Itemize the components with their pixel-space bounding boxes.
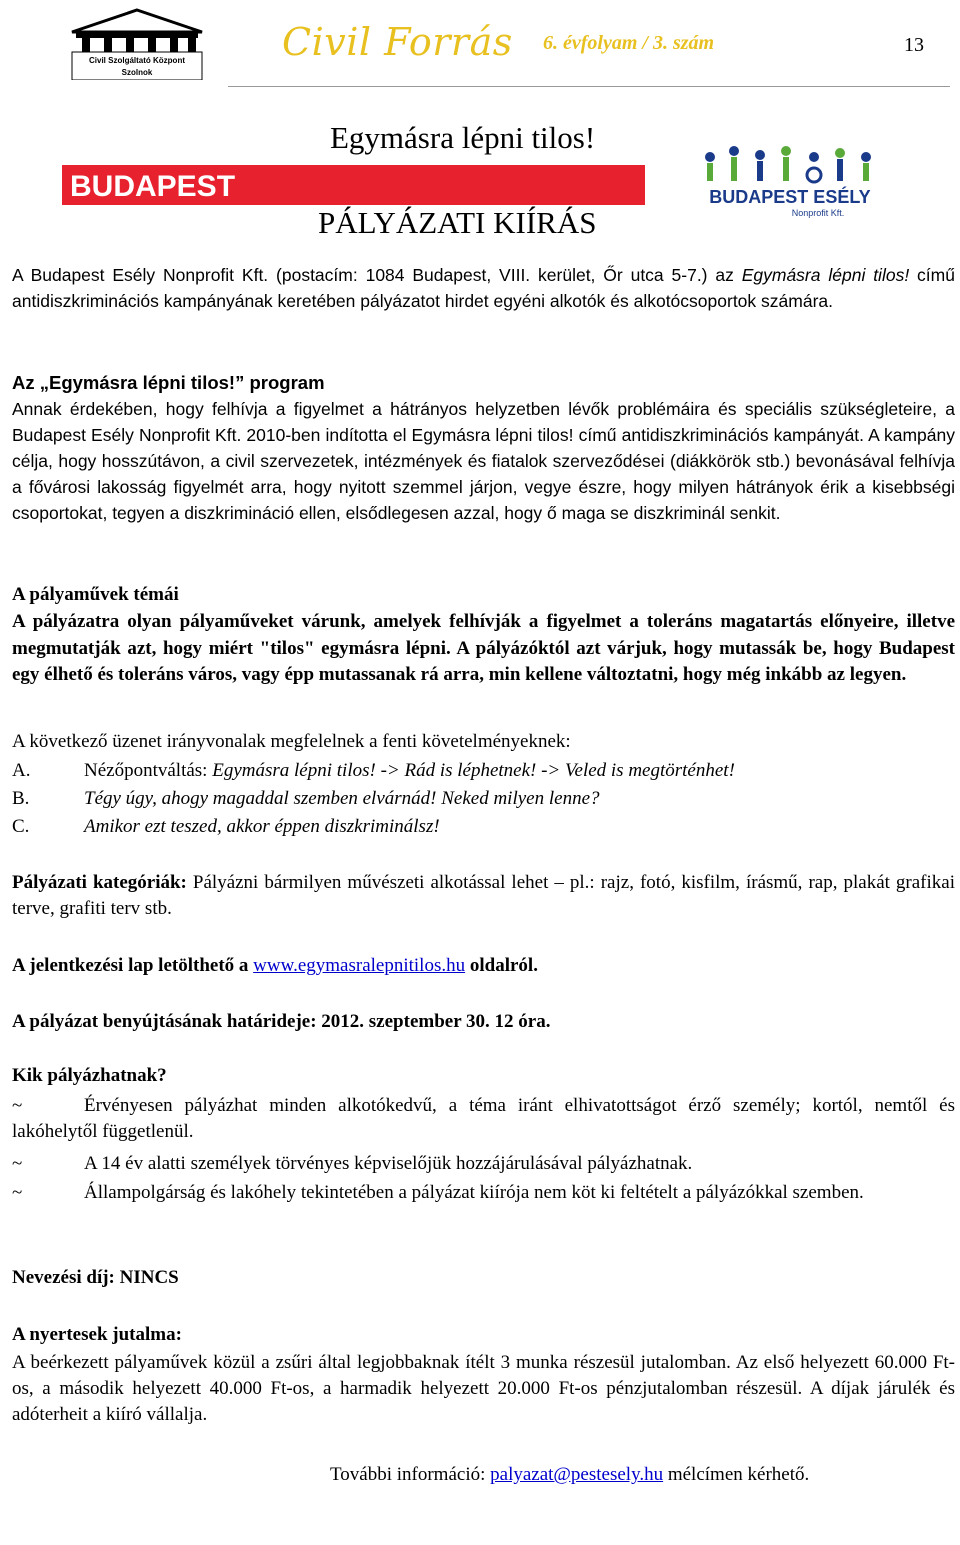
esely-logo-text: BUDAPEST ESÉLY bbox=[709, 187, 871, 207]
categories-label: Pályázati kategóriák: bbox=[12, 872, 187, 893]
eligibility-heading: Kik pályázhatnak? bbox=[12, 1065, 167, 1086]
header-divider bbox=[228, 86, 950, 87]
prize-heading: A nyertesek jutalma: bbox=[12, 1324, 182, 1345]
download-post: oldalról. bbox=[465, 955, 538, 976]
list-item-text: Amikor ezt teszed, akkor éppen diszkriminálsz! bbox=[84, 816, 440, 837]
intro-campaign: Egymásra lépni tilos! bbox=[741, 265, 910, 285]
categories-text: Pályázni bármilyen művészeti alkotással lehet – pl.: rajz, fotó, kisfilm, írásmű, rap, plakát grafikai terve, grafiti terv stb. bbox=[12, 872, 956, 919]
categories-paragraph bbox=[12, 870, 955, 922]
header-title: Civil Forrás bbox=[282, 20, 513, 64]
list-marker: A. bbox=[12, 760, 31, 781]
header-issue: 6. évfolyam / 3. szám bbox=[543, 32, 715, 54]
download-pre: A jelentkezési lap letölthető a bbox=[12, 955, 254, 976]
esely-logo-subtext: Nonprofit Kft. bbox=[791, 208, 845, 218]
budapest-logo bbox=[62, 165, 645, 205]
list-marker: C. bbox=[12, 816, 30, 837]
contact-pre: További információ: bbox=[330, 1464, 491, 1485]
logo-text-1: Civil Szolgáltató Központ bbox=[89, 56, 185, 65]
website-link[interactable]: www.egymasralepnitilos.hu bbox=[253, 955, 466, 976]
themes-guideline: A következő üzenet irányvonalak megfelelnek a fenti követelményeknek: bbox=[12, 731, 571, 752]
intro-pre: A Budapest Esély Nonprofit Kft. (postacím: 1084 Budapest, VIII. kerület, Őr utca 5-7.) az bbox=[12, 265, 742, 285]
list-item-text: Egymásra lépni tilos! -> Rád is léphetnek! -> Veled is megtörténhet! bbox=[212, 760, 735, 781]
list-item-lead: Nézőpontváltás: bbox=[84, 760, 213, 781]
program-heading: Az „Egymásra lépni tilos!” program bbox=[12, 372, 325, 393]
intro-paragraph bbox=[12, 262, 955, 314]
list-item-text: Tégy úgy, ahogy magaddal szemben elvárnád! Neked milyen lenne? bbox=[84, 788, 600, 809]
page-title: Egymásra lépni tilos! bbox=[330, 120, 596, 155]
intro-post: című antidiszkriminációs kampányának keretében pályázatot hirdet egyéni alkotók és alkotócsoportok számára. bbox=[12, 265, 955, 311]
page-subtitle: PÁLYÁZATI KIÍRÁS bbox=[318, 205, 597, 240]
list-marker: ~ bbox=[12, 1095, 23, 1116]
list-item-text: A 14 év alatti személyek törvényes képviselőjük hozzájárulásával pályázhatnak. bbox=[84, 1153, 693, 1174]
prize-body: A beérkezett pályaművek közül a zsűri által legjobbaknak ítélt 3 munka részesül jutalomban. Az első helyezett 60.000 Ft-os, a második helyezett 40.000 Ft-os, a harmadik helyezett 20.000 Ft-os pénzjutalomban részesül. A díjak járulék és adóterheit a kiíró vállalja. bbox=[12, 1352, 955, 1425]
email-link[interactable]: palyazat@pestesely.hu bbox=[490, 1464, 664, 1485]
budapest-esely-logo bbox=[690, 145, 890, 220]
logo-text-2: Szolnok bbox=[121, 68, 153, 77]
csk-logo bbox=[62, 8, 212, 80]
program-body: Annak érdekében, hogy felhívja a figyelmet a hátrányos helyzetben lévők problémáira és speciális szükségleteire, a Budapest Esély Nonprofit Kft. 2010-ben indította el Egymásra lépni tilos! című antidiszkriminációs kampányát. A kampány célja, hogy hosszútávon, a civil szervezetek, intézmények és fiatalok szerveződései (diákkörök stb.) bevonásával felhívja a fővárosi lakosság figyelmét arra, hogy nyitott szemmel járjon, vegye észre, hogy milyen hátrányok érik a kisebbségi csoportokat, tegyen a diszkrimináció ellen, elsődlegesen azzal, hogy ő maga se diszkriminál senkit. bbox=[12, 399, 955, 523]
deadline: A pályázat benyújtásának határideje: 2012. szeptember 30. 12 óra. bbox=[12, 1011, 551, 1032]
list-item bbox=[12, 1093, 955, 1145]
list-item bbox=[12, 758, 735, 784]
list-item bbox=[12, 1151, 955, 1177]
list-marker: ~ bbox=[12, 1182, 23, 1203]
page-number: 13 bbox=[904, 34, 924, 56]
budapest-logo-text: BUDAPEST bbox=[70, 170, 236, 203]
list-item-text: Állampolgárság és lakóhely tekintetében a pályázat kiírója nem köt ki feltételt a pályázókkal szemben. bbox=[84, 1182, 864, 1203]
contact-post: mélcímen kérhető. bbox=[663, 1464, 810, 1485]
download-line bbox=[12, 953, 955, 979]
entry-fee: Nevezési díj: NINCS bbox=[12, 1267, 179, 1288]
themes-heading: A pályaművek témái bbox=[12, 584, 179, 605]
contact-line bbox=[330, 1462, 809, 1488]
list-item bbox=[12, 814, 440, 840]
list-item bbox=[12, 1180, 955, 1206]
themes-body: A pályázatra olyan pályaműveket várunk, amelyek felhívják a figyelmet a toleráns magatartás előnyeire, illetve megmutatják azt, hogy miért "tilos" egymásra lépni. A pályázóktól azt várjuk, hogy mutassák be, hogy Budapest egy élhető és toleráns város, vagy épp mutassanak rá arra, min kellene változtatni, hogy még inkább az legyen. bbox=[12, 611, 955, 685]
people-figures-icon bbox=[705, 146, 871, 182]
list-marker: ~ bbox=[12, 1153, 23, 1174]
list-item bbox=[12, 786, 600, 812]
list-marker: B. bbox=[12, 788, 30, 809]
list-item-text: Érvényesen pályázhat minden alkotókedvű, a téma iránt elhivatottságot érző személy; kortól, nemtől és lakóhelytől függetlenül. bbox=[12, 1095, 955, 1142]
